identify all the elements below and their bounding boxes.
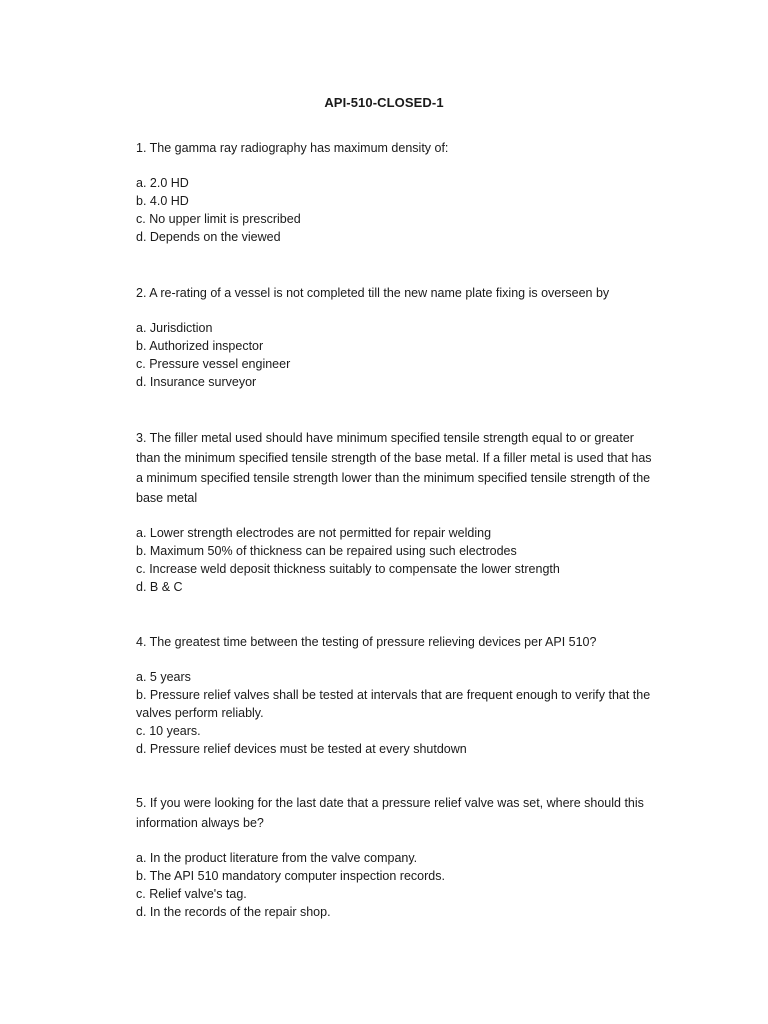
answer-option-a: a. 2.0 HD <box>136 176 189 190</box>
question-stem: 2. A re-rating of a vessel is not completed till the new name plate fixing is overseen by <box>136 286 610 300</box>
answer-option-b: b. 4.0 HD <box>136 194 189 208</box>
answer-option-c: c. Pressure vessel engineer <box>136 357 291 371</box>
question-stem: 4. The greatest time between the testing of pressure relieving devices per API 510? <box>136 635 597 649</box>
question-2 <box>136 283 656 391</box>
page-title: API-510-CLOSED-1 <box>324 95 444 110</box>
answer-option-d: d. In the records of the repair shop. <box>136 905 331 919</box>
answer-options <box>136 319 656 391</box>
answer-option-b: b. Pressure relief valves shall be tested at intervals that are frequent enough to verify that the valves perform reliably. <box>136 688 651 720</box>
answer-option-d: d. Insurance surveyor <box>136 375 257 389</box>
answer-option-d: d. B & C <box>136 580 183 594</box>
question-5 <box>136 793 656 921</box>
answer-option-b: b. Authorized inspector <box>136 339 264 353</box>
answer-option-a: a. Jurisdiction <box>136 321 213 335</box>
answer-option-d: d. Depends on the viewed <box>136 230 281 244</box>
answer-option-a: a. 5 years <box>136 670 191 684</box>
answer-options <box>136 174 656 246</box>
question-stem: 5. If you were looking for the last date that a pressure relief valve was set, where should this information always be? <box>136 796 644 830</box>
question-4 <box>136 632 656 758</box>
question-1 <box>136 138 656 246</box>
answer-options <box>136 849 656 921</box>
answer-option-a: a. In the product literature from the valve company. <box>136 851 418 865</box>
question-stem: 3. The filler metal used should have minimum specified tensile strength equal to or greater than the minimum specified tensile strength of the base metal. If a filler metal is used that has a minimum specified tensile strength lower than the minimum specified tensile strength of the base metal <box>136 431 652 505</box>
question-3 <box>136 428 656 596</box>
question-stem: 1. The gamma ray radiography has maximum density of: <box>136 141 449 155</box>
answer-options <box>136 668 656 758</box>
answer-options <box>136 524 656 596</box>
answer-option-d: d. Pressure relief devices must be tested at every shutdown <box>136 742 467 756</box>
answer-option-c: c. No upper limit is prescribed <box>136 212 301 226</box>
answer-option-c: c. Relief valve's tag. <box>136 887 247 901</box>
answer-option-b: b. The API 510 mandatory computer inspection records. <box>136 869 445 883</box>
answer-option-c: c. 10 years. <box>136 724 201 738</box>
answer-option-a: a. Lower strength electrodes are not permitted for repair welding <box>136 526 492 540</box>
answer-option-c: c. Increase weld deposit thickness suitably to compensate the lower strength <box>136 562 560 576</box>
answer-option-b: b. Maximum 50% of thickness can be repaired using such electrodes <box>136 544 517 558</box>
